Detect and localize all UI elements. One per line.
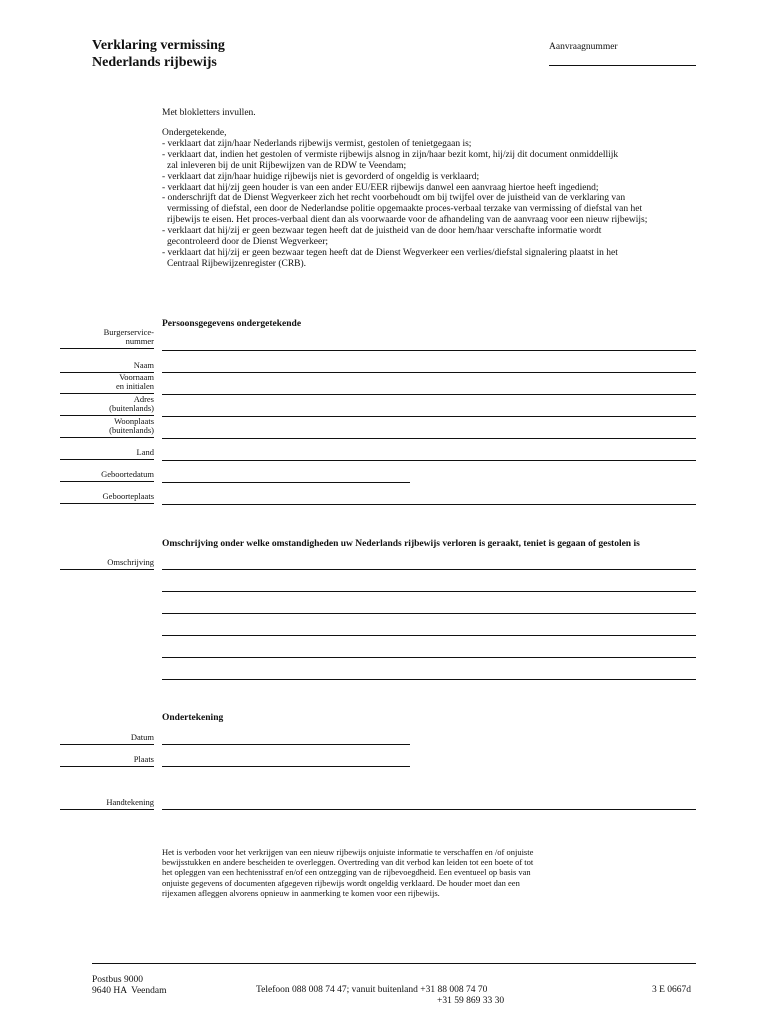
handtekening-field[interactable] xyxy=(162,809,696,810)
declaration-lead: Ondergetekende, xyxy=(162,128,227,138)
declaration-line: - onderschrijft dat de Dienst Wegverkeer zich het recht voorbehoudt om bij twijfel over de juistheid van de verklaring van xyxy=(162,193,626,204)
description-heading: Omschrijving onder welke omstandigheden uw Nederlands rijbewijs verloren is geraakt, teniet is gegaan of gestolen is xyxy=(162,539,640,549)
adres-label-line2: (buitenlands) xyxy=(109,403,154,413)
declaration-line: - verklaart dat hij/zij er geen bezwaar tegen heeft dat de juistheid van de door hem/haar verschafte informatie wordt xyxy=(162,226,602,237)
datum-field[interactable] xyxy=(162,744,410,745)
declaration-line: - verklaart dat hij/zij er geen bezwaar tegen heeft dat de Dienst Wegverkeer een verlies/diefstal signalering plaatst in het xyxy=(162,247,618,258)
personal-heading: Persoonsgegevens ondergetekende xyxy=(162,319,302,329)
document-title xyxy=(92,37,225,71)
geboorteplaats-field[interactable] xyxy=(162,504,696,505)
omschrijving-line-1[interactable] xyxy=(162,569,696,570)
warning-line: Het is verboden voor het verkrijgen van een nieuw rijbewijs onjuiste informatie te verschaffen en /of onjuiste xyxy=(162,847,534,857)
plaats-field[interactable] xyxy=(162,766,410,767)
declaration-line: Centraal Rijbewijzenregister (CRB). xyxy=(167,258,307,269)
omschrijving-label: Omschrijving xyxy=(60,558,154,570)
footer-postbus: Postbus 9000 xyxy=(92,975,143,985)
declaration-line: vermissing of diefstal, een door de Nederlandse politie opgemaakte proces-verbaal terzake van vermissing of diefstal van het xyxy=(167,204,643,215)
omschrijving-line-4[interactable] xyxy=(162,635,696,636)
instruction-text: Met blokletters invullen. xyxy=(162,108,256,118)
omschrijving-line-5[interactable] xyxy=(162,657,696,658)
aanvraagnummer-label: Aanvraagnummer xyxy=(549,42,618,52)
omschrijving-line-2[interactable] xyxy=(162,591,696,592)
naam-field[interactable] xyxy=(162,372,696,373)
warning-line: bewijsstukken en andere bescheiden te overleggen. Overtreding van dit verbod kan leiden tot een boete of tot xyxy=(162,857,534,868)
land-label: Land xyxy=(60,448,154,460)
adres-label xyxy=(60,395,154,416)
bsn-label xyxy=(60,328,154,349)
signing-heading: Ondertekening xyxy=(162,713,224,723)
declaration-line: zal inleveren bij de unit Rijbewijzen van de RDW te Veendam; xyxy=(167,160,407,171)
declaration-line: - verklaart dat, indien het gestolen of vermiste rijbewijs alsnog in zijn/haar bezit komt, hij/zij dit document onmiddellijk xyxy=(162,149,619,160)
woonplaats-label xyxy=(60,417,154,438)
declaration-line: - verklaart dat zijn/haar Nederlands rijbewijs vermist, gestolen of tenietgegaan is; xyxy=(162,138,472,149)
declaration-line: gecontroleerd door de Dienst Wegverkeer; xyxy=(167,237,329,248)
declaration-line: rijbewijs te eisen. Het proces-verbaal dient dan als voorwaarde voor de afhandeling van de aanvraag voor een nieuw rijbewijs; xyxy=(167,215,648,226)
aanvraagnummer-field[interactable] xyxy=(549,65,696,66)
title-line-2: Nederlands rijbewijs xyxy=(92,55,217,70)
footer-city: 9640 HA Veendam xyxy=(92,985,167,996)
warning-line: onjuiste gegevens of documenten afgegeven rijbewijs wordt ongeldig verklaard. De houder moet dan een xyxy=(162,877,520,888)
footer-phone-2: +31 59 869 33 30 xyxy=(437,996,505,1006)
omschrijving-line-3[interactable] xyxy=(162,613,696,614)
voornaam-label-line2: en initialen xyxy=(115,381,154,391)
bsn-label-line2: nummer xyxy=(125,336,154,346)
footer-phone: Telefoon 088 008 74 47; vanuit buitenland +31 88 008 74 70 xyxy=(256,985,488,995)
voornaam-field[interactable] xyxy=(162,394,696,395)
footer-address xyxy=(92,975,167,996)
woonplaats-label-line1: Woonplaats xyxy=(114,416,154,426)
plaats-label: Plaats xyxy=(60,755,154,767)
woonplaats-label-line2: (buitenlands) xyxy=(109,425,154,435)
adres-label-line1: Adres xyxy=(133,394,154,404)
form-code: 3 E 0667d xyxy=(652,985,692,995)
voornaam-label xyxy=(60,373,154,394)
warning-line: het opleggen van een hechtenisstraf en/of een ontzegging van de rijbevoegdheid. Een eventueel op basis van xyxy=(162,867,531,878)
declaration-line: - verklaart dat zijn/haar huidige rijbewijs niet is gevorderd of ongeldig is verklaard; xyxy=(162,171,480,182)
title-line-1: Verklaring vermissing xyxy=(92,38,225,53)
adres-field[interactable] xyxy=(162,416,696,417)
handtekening-label: Handtekening xyxy=(60,798,154,810)
datum-label: Datum xyxy=(60,733,154,745)
warning-text xyxy=(162,847,612,898)
footer-divider xyxy=(92,963,696,964)
voornaam-label-line1: Voornaam xyxy=(119,372,154,382)
geboortedatum-field[interactable] xyxy=(162,482,410,483)
declaration-line: - verklaart dat hij/zij geen houder is van een ander EU/EER rijbewijs danwel een aanvraag hiertoe heeft ingediend; xyxy=(162,182,599,193)
warning-line: rijexamen afleggen alvorens opnieuw in aanmerking te komen voor een rijbewijs. xyxy=(162,887,440,898)
geboorteplaats-label: Geboorteplaats xyxy=(60,492,154,504)
bsn-label-line1: Burgerservice- xyxy=(103,327,154,337)
geboortedatum-label: Geboortedatum xyxy=(60,470,154,482)
woonplaats-field[interactable] xyxy=(162,438,696,439)
land-field[interactable] xyxy=(162,460,696,461)
bsn-field[interactable] xyxy=(162,350,696,351)
omschrijving-line-6[interactable] xyxy=(162,679,696,680)
declaration-list xyxy=(162,128,702,270)
naam-label: Naam xyxy=(60,361,154,373)
